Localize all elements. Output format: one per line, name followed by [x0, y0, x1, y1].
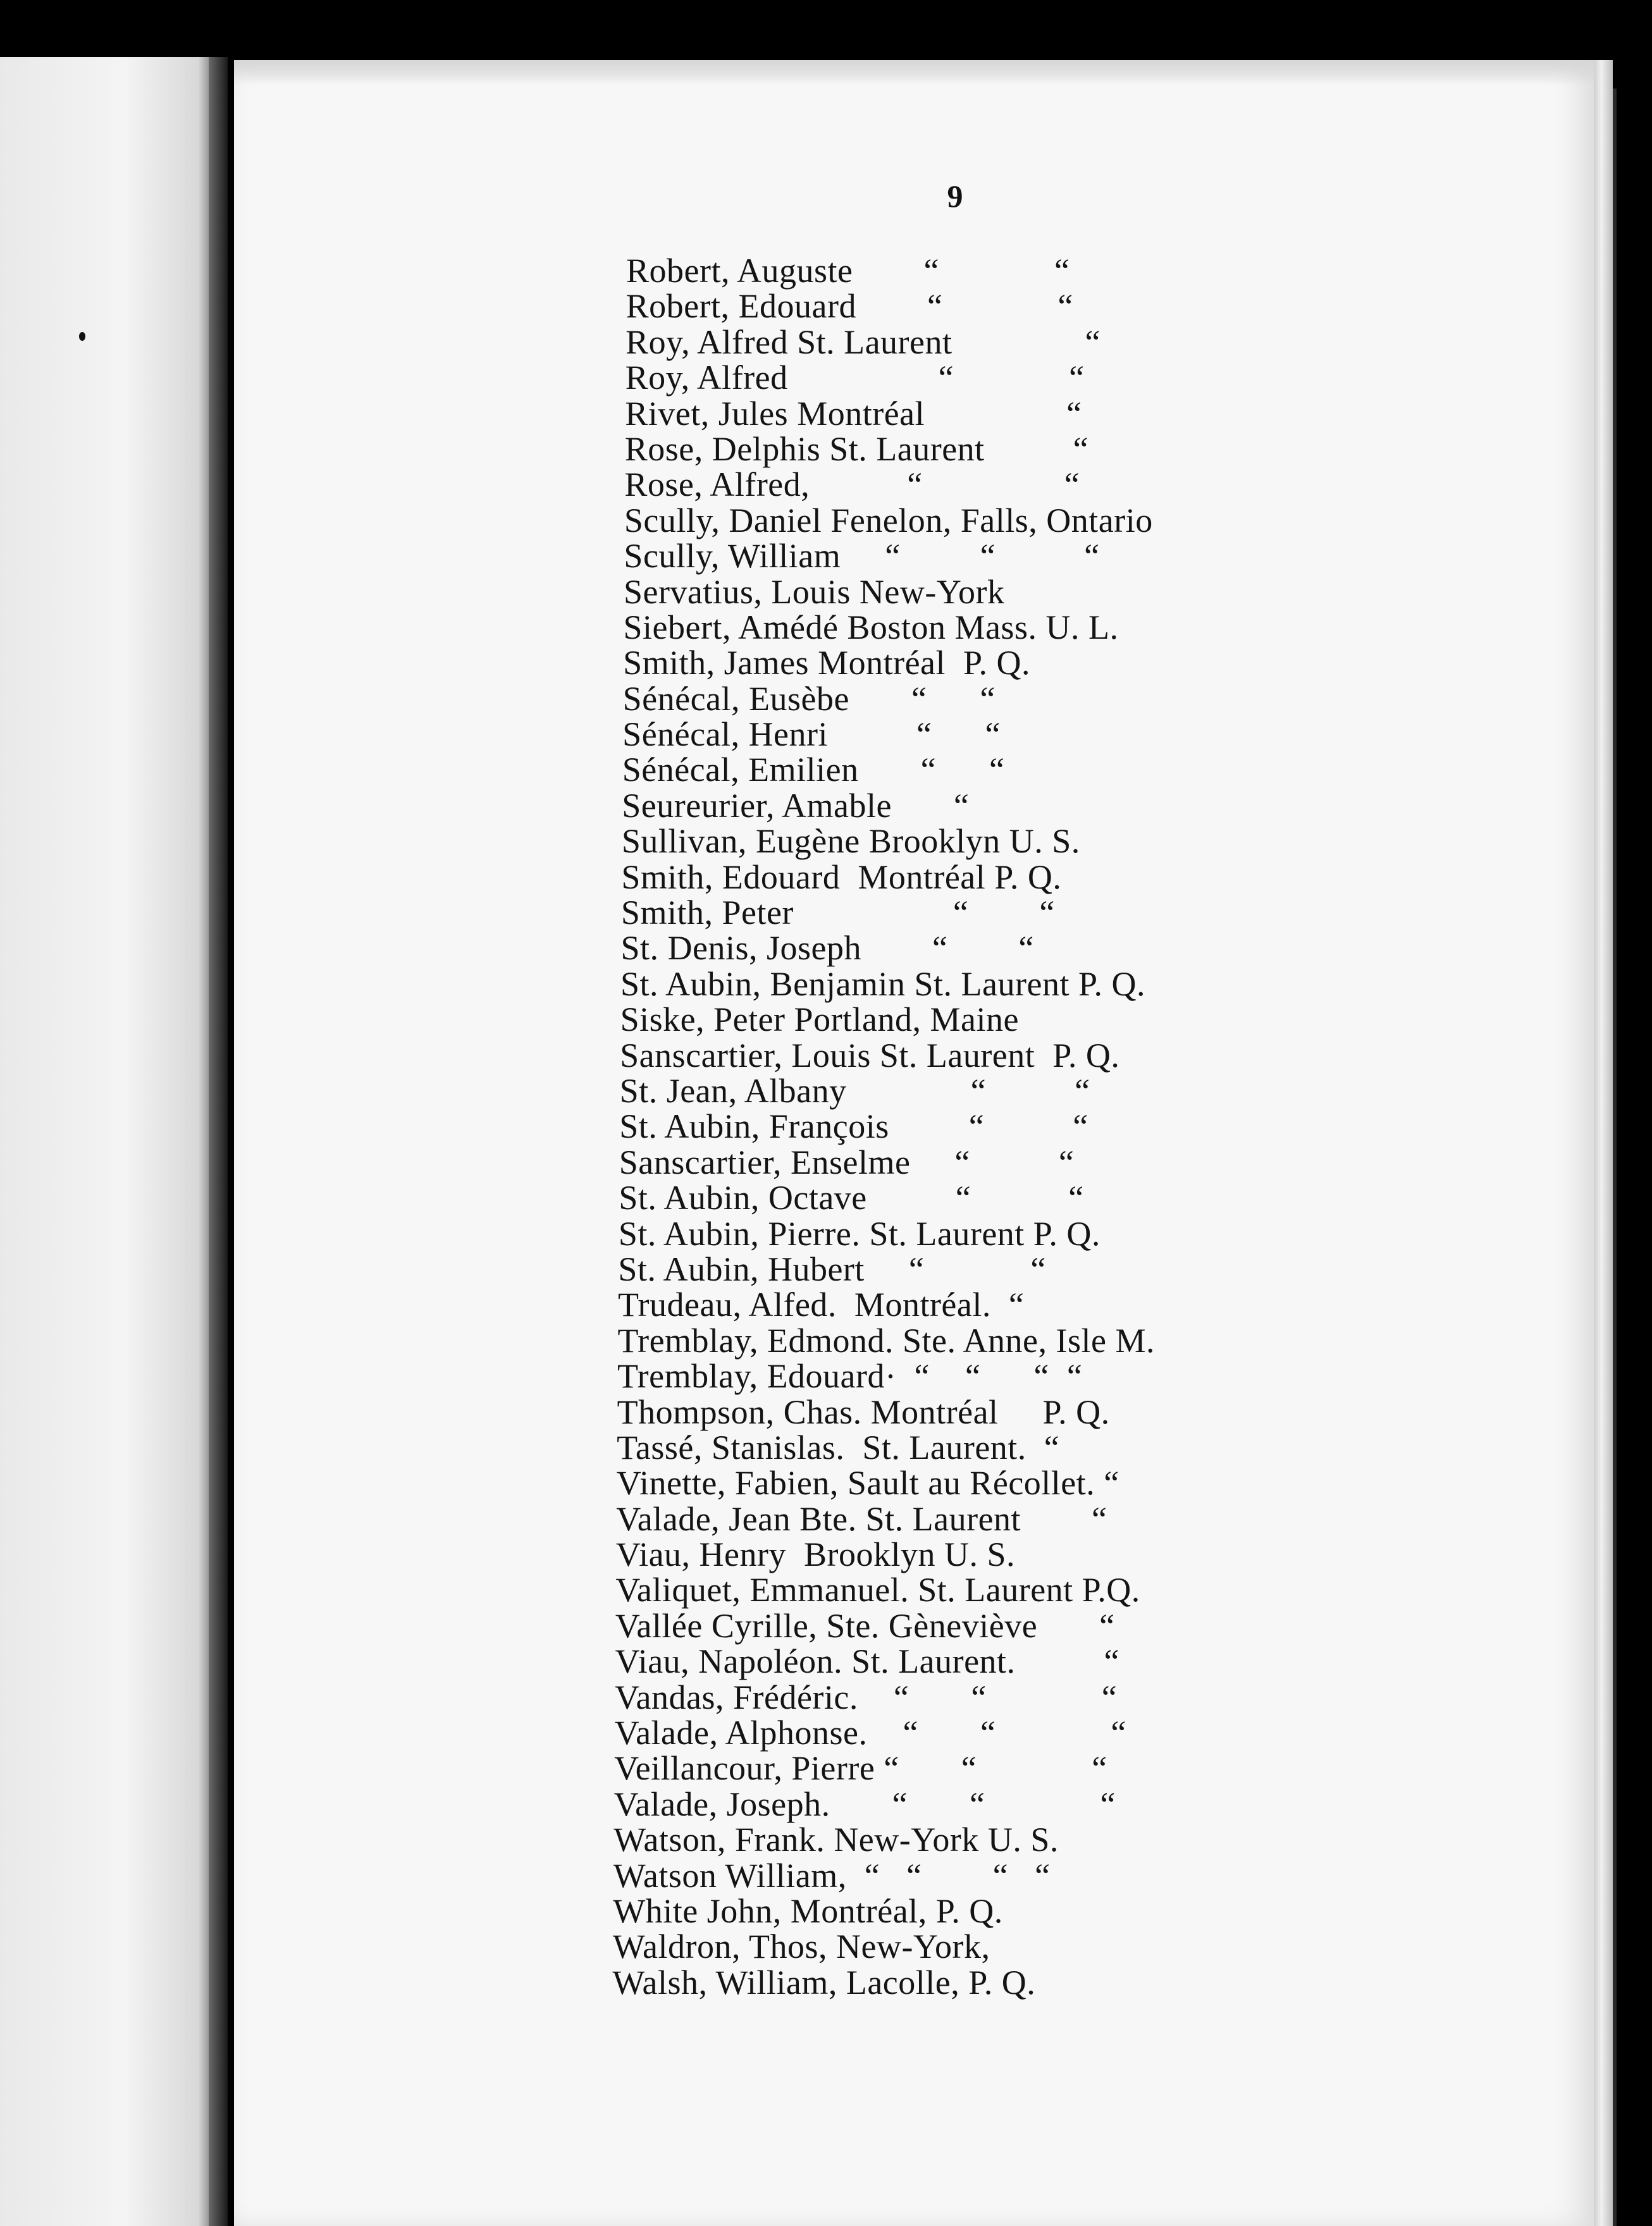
list-entry: Watson, Frank. New-York U. S.	[613, 1821, 1059, 1859]
list-entry: Sénécal, Eusèbe “ “	[622, 679, 996, 718]
list-entry: Servatius, Louis New-York	[623, 572, 1005, 611]
list-entry: Sénécal, Henri “ “	[622, 715, 1001, 754]
name-list	[612, 252, 1575, 2002]
list-entry: Sénécal, Emilien “ “	[622, 751, 1005, 789]
list-entry: St. Aubin, Benjamin St. Laurent P. Q.	[620, 964, 1146, 1003]
list-entry: St. Jean, Albany “ “	[619, 1071, 1090, 1110]
list-entry: Siske, Peter Portland, Maine	[620, 1000, 1019, 1039]
list-entry: Waldron, Thos, New-York,	[612, 1928, 990, 1966]
list-entry: Veillancour, Pierre “ “ “	[614, 1749, 1107, 1788]
list-entry: Rose, Delphis St. Laurent “	[624, 429, 1089, 468]
list-entry: Roy, Alfred “ “	[625, 359, 1085, 397]
list-entry: Walsh, William, Lacolle, P. Q.	[612, 1963, 1036, 2002]
list-entry: Rose, Alfred, “ “	[624, 465, 1080, 504]
list-entry: St. Denis, Joseph “ “	[620, 929, 1034, 968]
list-entry: Smith, James Montréal P. Q.	[623, 644, 1031, 682]
list-entry: Smith, Peter “ “	[620, 894, 1055, 932]
list-entry: Thompson, Chas. Montréal P. Q.	[617, 1393, 1110, 1431]
list-entry: Vallée Cyrille, Ste. Gèneviève “	[615, 1606, 1115, 1645]
list-entry: Vandas, Frédéric. “ “ “	[615, 1678, 1118, 1716]
list-entry: St. Aubin, Hubert “ “	[618, 1250, 1046, 1288]
list-entry: Scully, William “ “ “	[624, 537, 1100, 575]
list-entry: Seureurier, Amable “	[622, 786, 970, 825]
page-number: 9	[947, 178, 963, 214]
list-entry: Vinette, Fabien, Sault au Récollet. “	[616, 1464, 1119, 1503]
list-entry: Sullivan, Eugène Brooklyn U. S.	[621, 822, 1080, 861]
list-entry: Valade, Jean Bte. St. Laurent “	[616, 1499, 1107, 1538]
list-entry: Viau, Henry Brooklyn U. S.	[615, 1535, 1016, 1574]
list-entry: Valade, Joseph. “ “ “	[613, 1785, 1116, 1823]
list-entry: Scully, Daniel Fenelon, Falls, Ontario	[624, 501, 1153, 539]
list-entry: Tremblay, Edouard· “ “ “ “	[617, 1357, 1083, 1396]
list-entry: Sanscartier, Louis St. Laurent P. Q.	[620, 1036, 1120, 1074]
list-entry: Viau, Napoléon. St. Laurent. “	[615, 1642, 1120, 1681]
list-entry: Valiquet, Emmanuel. St. Laurent P.Q.	[615, 1571, 1140, 1609]
list-entry: Siebert, Amédé Boston Mass. U. L.	[623, 608, 1119, 646]
list-entry: Watson William, “ “ “ “	[613, 1856, 1051, 1895]
list-entry: Smith, Edouard Montréal P. Q.	[621, 858, 1062, 896]
list-entry: Tremblay, Edmond. Ste. Anne, Isle M.	[617, 1321, 1155, 1360]
list-entry: Valade, Alphonse. “ “ “	[614, 1714, 1126, 1752]
list-entry: Robert, Edouard “ “	[626, 287, 1073, 326]
list-entry: Roy, Alfred St. Laurent “	[626, 323, 1100, 361]
left-page-edge	[0, 57, 209, 2226]
page-border-line	[1613, 89, 1617, 2226]
list-entry: Tassé, Stanislas. St. Laurent. “	[617, 1428, 1060, 1467]
list-entry: St. Aubin, Pierre. St. Laurent P. Q.	[618, 1214, 1100, 1253]
ink-speck	[79, 332, 85, 341]
list-entry: Trudeau, Alfed. Montréal. “	[617, 1286, 1025, 1324]
list-entry: St. Aubin, François “ “	[619, 1107, 1088, 1146]
list-entry: St. Aubin, Octave “ “	[619, 1179, 1084, 1217]
gutter-shadow	[209, 57, 228, 2226]
list-entry: Rivet, Jules Montréal “	[625, 394, 1082, 433]
list-entry: Sanscartier, Enselme “ “	[619, 1143, 1075, 1181]
list-entry: Robert, Auguste “ “	[626, 252, 1070, 290]
page-top-shade	[234, 60, 1613, 85]
list-entry: White John, Montréal, P. Q.	[613, 1891, 1003, 1930]
page-right-edge	[1594, 60, 1613, 2226]
